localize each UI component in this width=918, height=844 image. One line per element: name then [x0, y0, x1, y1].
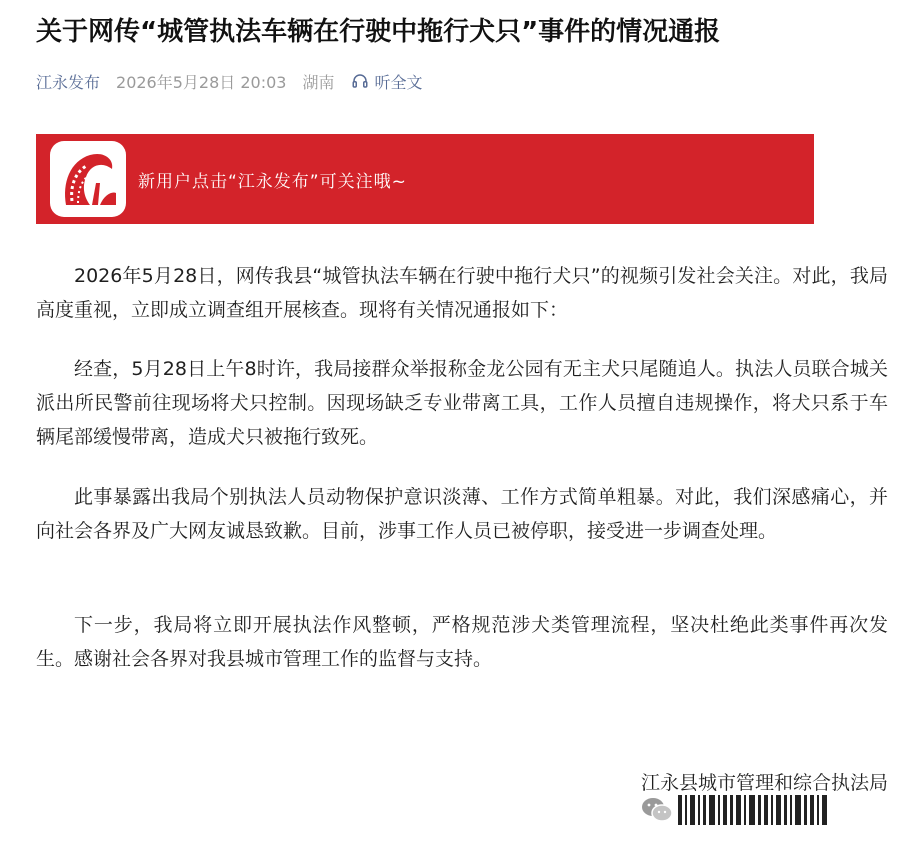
watermark-barcode: [678, 792, 830, 828]
article-meta: [36, 68, 423, 94]
listen-button[interactable]: [351, 70, 423, 93]
article-title: 关于网传“城管执法车辆在行驶中拖行犬只”事件的情况通报: [36, 17, 721, 47]
article-paragraph: 下一步，我局将立即开展执法作风整顿，严格规范涉犬类管理流程，坚决杜绝此类事件再次发生。感谢社会各界对我县城市管理工作的监督与支持。: [36, 614, 888, 670]
listen-label: 听全文: [374, 72, 423, 92]
article-paragraph: 此事暴露出我局个别执法人员动物保护意识淡薄、工作方式简单粗暴。对此，我们深感痛心，并向社会各界及广大网友诚恳致歉。目前，涉事工作人员已被停职，接受进一步调查处理。: [36, 486, 888, 542]
jiangyong-logo-icon: [50, 141, 126, 217]
article-paragraph: 经查，5月28日上午8时许，我局接群众举报称金龙公园有无主犬只尾随追人。执法人员联合城关派出所民警前往现场将犬只控制。因现场缺乏专业带离工具，工作人员擅自违规操作，将犬只系于车辆尾部缓慢带离，造成犬只被拖行致死。: [36, 358, 888, 448]
source-watermark: [640, 790, 880, 830]
wechat-icon: [640, 795, 674, 825]
issuer-signature: 江永县城市管理和综合执法局: [640, 772, 888, 794]
publish-region: 湖南: [302, 72, 335, 92]
follow-banner[interactable]: [36, 134, 814, 224]
banner-text: 新用户点击“江永发布”可关注哦~: [138, 171, 407, 192]
publish-date: 2026年5月28日 20:03: [116, 72, 287, 92]
account-name-link[interactable]: 江永发布: [36, 72, 101, 92]
article-paragraph: 2026年5月28日，网传我县“城管执法车辆在行驶中拖行犬只”的视频引发社会关注。对此，我局高度重视，立即成立调查组开展核查。现将有关情况通报如下：: [36, 265, 888, 321]
headphone-icon: [351, 72, 369, 90]
